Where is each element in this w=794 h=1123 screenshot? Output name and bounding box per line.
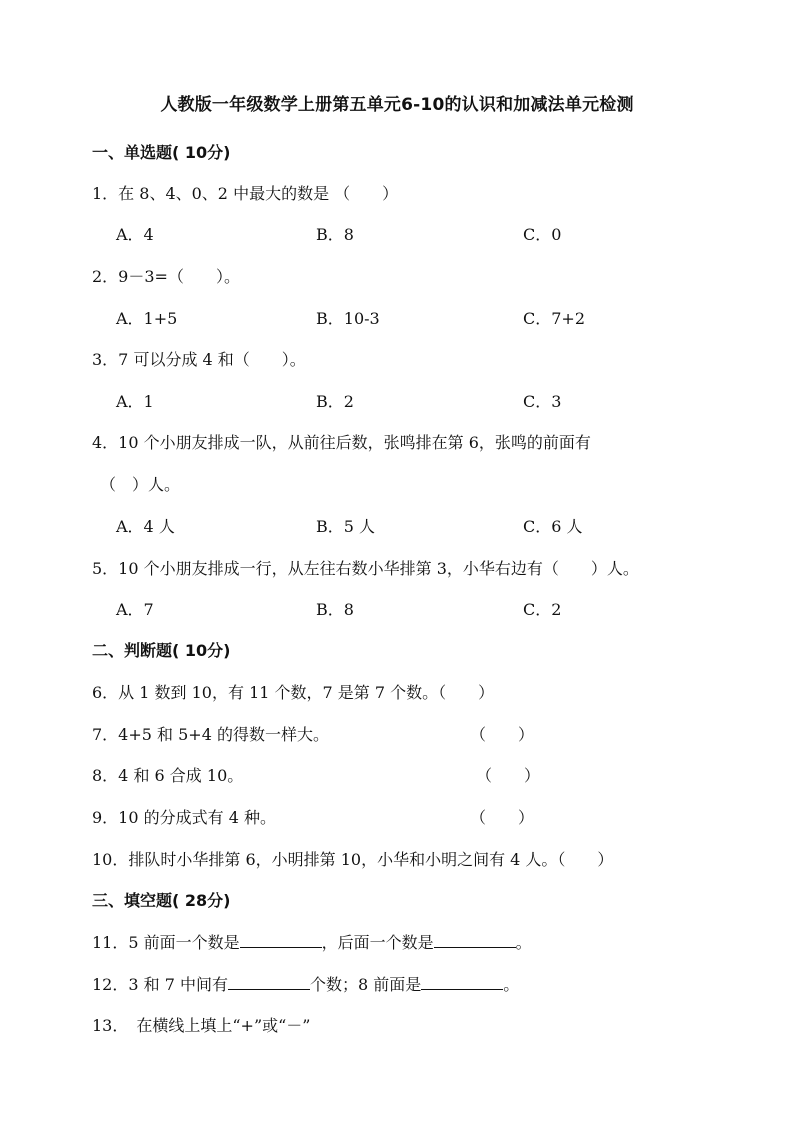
option-3b: B．2 [316, 392, 354, 411]
answer-blank-12b[interactable] [421, 975, 503, 990]
option-2c: C．7+2 [523, 309, 586, 328]
question-11 [92, 930, 532, 953]
option-1a: A．4 [116, 225, 154, 244]
answer-paren-7: （ ） [470, 725, 535, 744]
question-3: 3．7 可以分成 4 和（ ）。 [92, 350, 306, 369]
option-4b: B．5 人 [316, 517, 376, 536]
question-11-part-2: ，后面一个数是 [321, 933, 434, 952]
answer-blank-11a[interactable] [240, 933, 322, 948]
question-12-part-3: 。 [503, 975, 520, 994]
section-heading-true-false: 二、判断题( 10分) [92, 641, 231, 660]
question-8: 8．4 和 6 合成 10。 [92, 766, 244, 785]
question-5: 5．10 个小朋友排成一行，从左往右数小华排第 3，小华右边有（ ）人。 [92, 559, 639, 578]
option-3a: A．1 [116, 392, 154, 411]
question-4: 4．10 个小朋友排成一队，从前往后数，张鸣排在第 6，张鸣的前面有 [92, 433, 591, 452]
option-5b: B．8 [316, 600, 354, 619]
question-13: 13． 在横线上填上“+”或“－” [92, 1016, 311, 1035]
question-11-part-1: 11．5 前面一个数是 [92, 933, 240, 952]
option-1c: C．0 [523, 225, 562, 244]
page-title: 人教版一年级数学上册第五单元6-10的认识和加减法单元检测 [160, 95, 634, 115]
option-3c: C．3 [523, 392, 562, 411]
answer-blank-12a[interactable] [228, 975, 310, 990]
option-4a: A．4 人 [116, 517, 175, 536]
section-heading-fill-in: 三、填空题( 28分) [92, 891, 231, 910]
question-7: 7．4+5 和 5+4 的得数一样大。 [92, 725, 329, 744]
option-2b: B．10-3 [316, 309, 380, 328]
question-12-part-1: 12．3 和 7 中间有 [92, 975, 228, 994]
option-5a: A．7 [116, 600, 154, 619]
question-4-continued: （ ）人。 [100, 475, 181, 494]
question-6: 6．从 1 数到 10，有 11 个数，7 是第 7 个数。（ ） [92, 683, 495, 702]
question-10: 10．排队时小华排第 6，小明排第 10，小华和小明之间有 4 人。（ ） [92, 850, 614, 869]
answer-paren-8: （ ） [476, 766, 541, 785]
section-heading-mcq: 一、单选题( 10分) [92, 143, 231, 162]
option-4c: C．6 人 [523, 517, 583, 536]
question-11-part-3: 。 [515, 933, 532, 952]
question-12 [92, 972, 519, 995]
question-2: 2．9－3=（ ）。 [92, 267, 240, 286]
question-1: 1．在 8、4、0、2 中最大的数是 （ ） [92, 184, 399, 203]
answer-paren-9: （ ） [470, 808, 535, 827]
answer-blank-11b[interactable] [434, 933, 516, 948]
question-12-part-2: 个数；8 前面是 [309, 975, 422, 994]
question-9: 9．10 的分成式有 4 种。 [92, 808, 276, 827]
option-2a: A．1+5 [116, 309, 178, 328]
option-1b: B．8 [316, 225, 354, 244]
option-5c: C．2 [523, 600, 562, 619]
